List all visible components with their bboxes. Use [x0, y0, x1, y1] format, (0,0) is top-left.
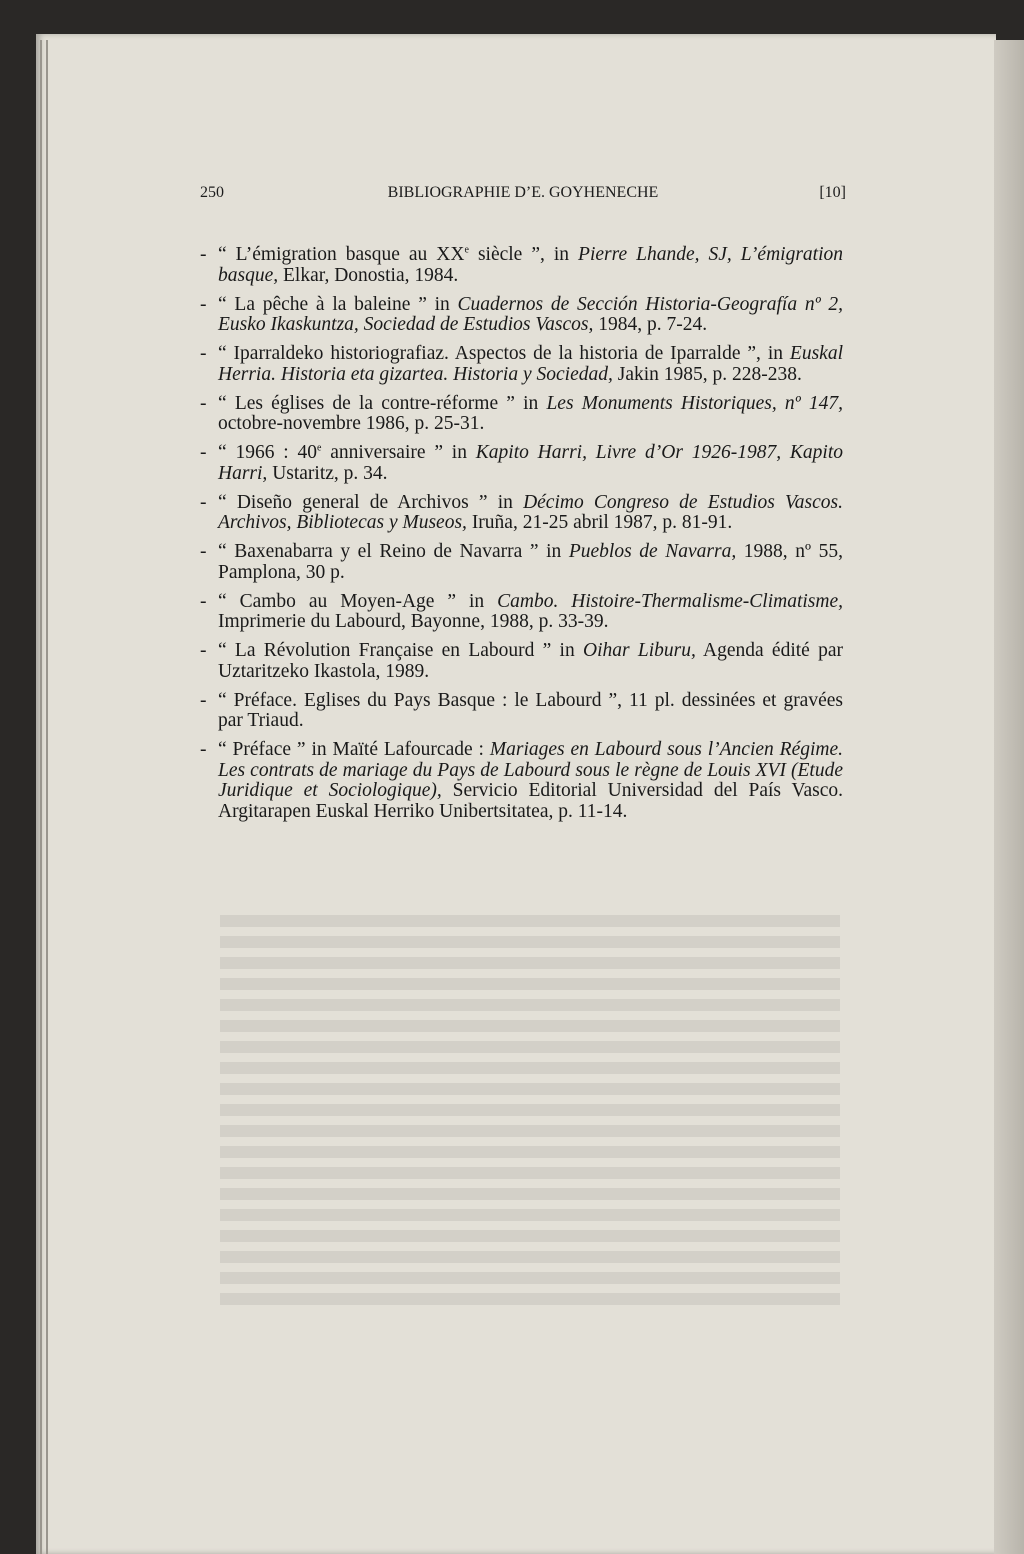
- list-dash: -: [200, 491, 207, 513]
- entry-text: “ Les églises de la contre-réforme ” in: [218, 392, 547, 414]
- entry-title-italic: Les Monuments Historiques, nº 147,: [546, 392, 843, 414]
- page-edge: [40, 40, 42, 1554]
- bibliography-entry: [200, 592, 843, 633]
- entry-title-italic: Pueblos de Navarra,: [568, 541, 737, 562]
- bibliography-entry: [200, 344, 843, 385]
- list-dash: -: [200, 640, 207, 661]
- entry-text: “ Diseño general de Archivos ” in: [218, 491, 524, 513]
- entry-text: “ Baxenabarra y el Reino de Navarra ” in: [218, 541, 569, 562]
- entry-title-italic: Pierre Lhande, SJ, L’émigration basque,: [218, 244, 843, 286]
- entry-text: octobre-novembre 1986, p. 25-31.: [218, 413, 485, 434]
- entry-text: “ La pêche à la baleine ” in: [218, 293, 458, 315]
- entry-title-italic: Décimo Congreso de Estudios Vascos. Archivos, Bibliotecas y Museos,: [218, 491, 844, 533]
- entry-title-italic: Oihar Liburu,: [583, 640, 696, 661]
- bibliography-entry: [200, 691, 843, 732]
- entry-text: “ Préface. Eglises du Pays Basque : le Labourd ”, 11 pl. dessinées et gravées par Triaud.: [218, 689, 843, 731]
- list-dash: -: [200, 541, 207, 562]
- entry-title-italic: Cambo. Histoire-Thermalisme-Climatisme,: [497, 590, 843, 612]
- list-dash: -: [200, 442, 207, 463]
- list-dash: -: [200, 293, 207, 315]
- entry-text: Servicio Editorial Universidad del País Vasco. Argitarapen Euskal Herriko Unibertsitatea, p. 11-14.: [218, 780, 843, 822]
- entry-text: Iruña, 21-25 abril 1987, p. 81-91.: [466, 512, 733, 533]
- entry-title-italic: Mariages en Labourd sous l’Ancien Régime. Les contrats de mariage du Pays de Labourd sous le règne de Louis XVI (Etude Juridique et Sociologique),: [218, 739, 844, 801]
- entry-text: “ Iparraldeko historiografiaz. Aspectos de la historia de Iparralde ”, in: [218, 343, 790, 364]
- running-header: [200, 184, 846, 208]
- entry-text: Ustaritz, p. 34.: [267, 462, 388, 484]
- show-through-text: [220, 915, 840, 1305]
- facing-page-edge: [994, 40, 1024, 1554]
- list-dash: -: [200, 343, 207, 364]
- entry-text: “ 1966 : 40: [218, 442, 317, 463]
- section-number: [10]: [819, 184, 846, 201]
- entry-text: “ Préface ” in Maïté Lafourcade :: [218, 739, 490, 760]
- entry-title-italic: Cuadernos de Sección Historia-Geografía nº 2, Eusko Ikaskuntza, Sociedad de Estudios Vascos,: [218, 293, 843, 335]
- bibliography-list: [200, 245, 843, 831]
- entry-text: “ Cambo au Moyen-Age ” in: [218, 590, 498, 612]
- entry-title-italic: Kapito Harri, Livre d’Or 1926-1987, Kapito Harri,: [218, 442, 843, 484]
- running-title: BIBLIOGRAPHIE D’E. GOYHENECHE: [387, 184, 659, 201]
- entry-text: “ La Révolution Française en Labourd ” in: [218, 640, 583, 661]
- entry-text: Imprimerie du Labourd, Bayonne, 1988, p. 33-39.: [218, 611, 609, 632]
- bibliography-entry: [200, 493, 843, 534]
- bibliography-entry: [200, 542, 843, 583]
- entry-text: Agenda édité par Uztaritzeko Ikastola, 1989.: [218, 640, 843, 682]
- bibliography-entry: [200, 394, 843, 435]
- bibliography-entry: [200, 295, 843, 336]
- bibliography-entry: [200, 740, 843, 822]
- list-dash: -: [200, 590, 207, 612]
- entry-text: siècle ”, in: [468, 244, 579, 265]
- entry-text: e: [464, 244, 469, 256]
- entry-text: 1984, p. 7-24.: [593, 314, 708, 335]
- entry-text: e: [316, 442, 322, 454]
- entry-text: Jakin 1985, p. 228-238.: [612, 363, 802, 385]
- page-number: 250: [200, 184, 224, 201]
- entry-text: Elkar, Donostia, 1984.: [278, 264, 459, 286]
- entry-text: “ L’émigration basque au XX: [218, 244, 465, 265]
- page-edge: [46, 40, 48, 1554]
- bibliography-entry: [200, 443, 843, 484]
- bibliography-entry: [200, 245, 843, 286]
- list-dash: -: [200, 689, 207, 711]
- entry-title-italic: Euskal Herria. Historia eta gizartea. Historia y Sociedad,: [218, 343, 843, 385]
- entry-text: 1988, nº 55, Pamplona, 30 p.: [218, 541, 843, 583]
- entry-text: anniversaire ” in: [321, 442, 476, 463]
- list-dash: -: [200, 392, 207, 414]
- list-dash: -: [200, 739, 207, 760]
- list-dash: -: [200, 244, 207, 265]
- bibliography-entry: [200, 641, 843, 682]
